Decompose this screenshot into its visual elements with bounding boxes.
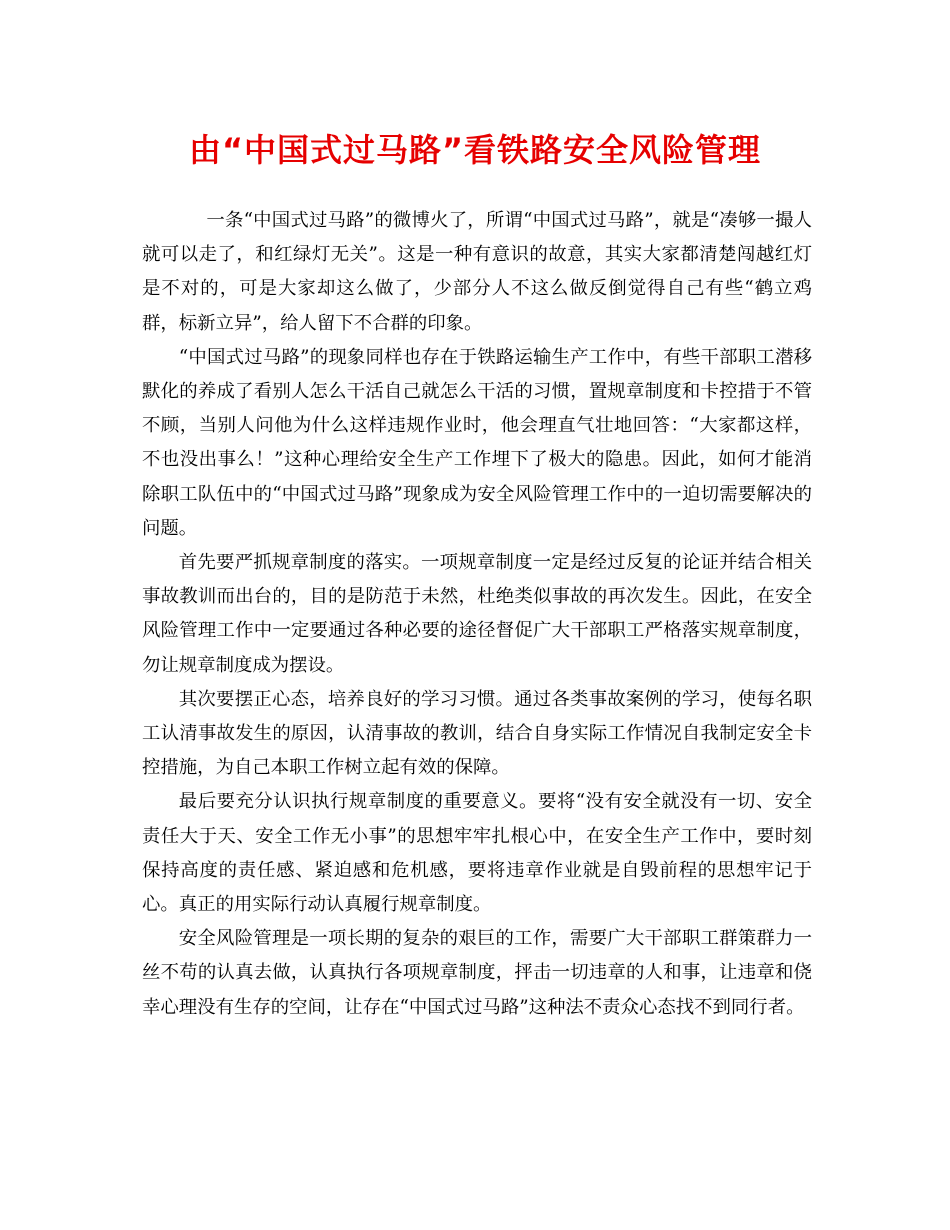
paragraph-first-measure: 首先要严抓规章制度的落实。一项规章制度一定是经过反复的论证并结合相关事故教训而出台的，目的是防范于未然，杜绝类似事故的再次发生。因此，在安全风险管理工作中一定要通过各种必要的途径督促广大干部职工严格落实规章制度，勿让规章制度成为摆设。 xyxy=(142,552,812,676)
document-body xyxy=(142,204,812,1025)
paragraph-conclusion: 安全风险管理是一项长期的复杂的艰巨的工作，需要广大干部职工群策群力一丝不苟的认真去做，认真执行各项规章制度，抨击一切违章的人和事，让违章和侥幸心理没有生存的空间，让存在“中国式过马路”这种法不责众心态找不到同行者。 xyxy=(142,928,812,1018)
paragraph-second-measure: 其次要摆正心态，培养良好的学习习惯。通过各类事故案例的学习，使每名职工认清事故发生的原因，认清事故的教训，结合自身实际工作情况自我制定安全卡控措施，为自己本职工作树立起有效的保障。 xyxy=(142,688,812,779)
paragraph-third-measure: 最后要充分认识执行规章制度的重要意义。要将“没有安全就没有一切、安全责任大于天、安全工作无小事”的思想牢牢扎根心中，在安全生产工作中，要时刻保持高度的责任感、紧迫感和危机感，要将违章作业就是自毁前程的思想牢记于心。真正的用实际行动认真履行规章制度。 xyxy=(142,791,812,916)
paragraph-intro: 一条“中国式过马路”的微博火了，所谓“中国式过马路”，就是“凑够一撮人就可以走了，和红绿灯无关”。这是一种有意识的故意，其实大家都清楚闯越红灯是不对的，可是大家却这么做了，少部分人不这么做反倒觉得自己有些“鹤立鸡群，标新立异”，给人留下不合群的印象。 xyxy=(142,210,812,334)
document-title: 由“中国式过马路”看铁路安全风险管理 xyxy=(188,131,762,169)
paragraph-phenomenon: “中国式过马路”的现象同样也存在于铁路运输生产工作中，有些干部职工潜移默化的养成了看别人怎么干活自己就怎么干活的习惯，置规章制度和卡控措于不管不顾，当别人问他为什么这样违规作业时，他会理直气壮地回答：“大家都这样，不也没出事么！”这种心理给安全生产工作埋下了极大的隐患。因此，如何才能消除职工队伍中的“中国式过马路”现象成为安全风险管理工作中的一迫切需要解决的问题。 xyxy=(142,346,812,539)
